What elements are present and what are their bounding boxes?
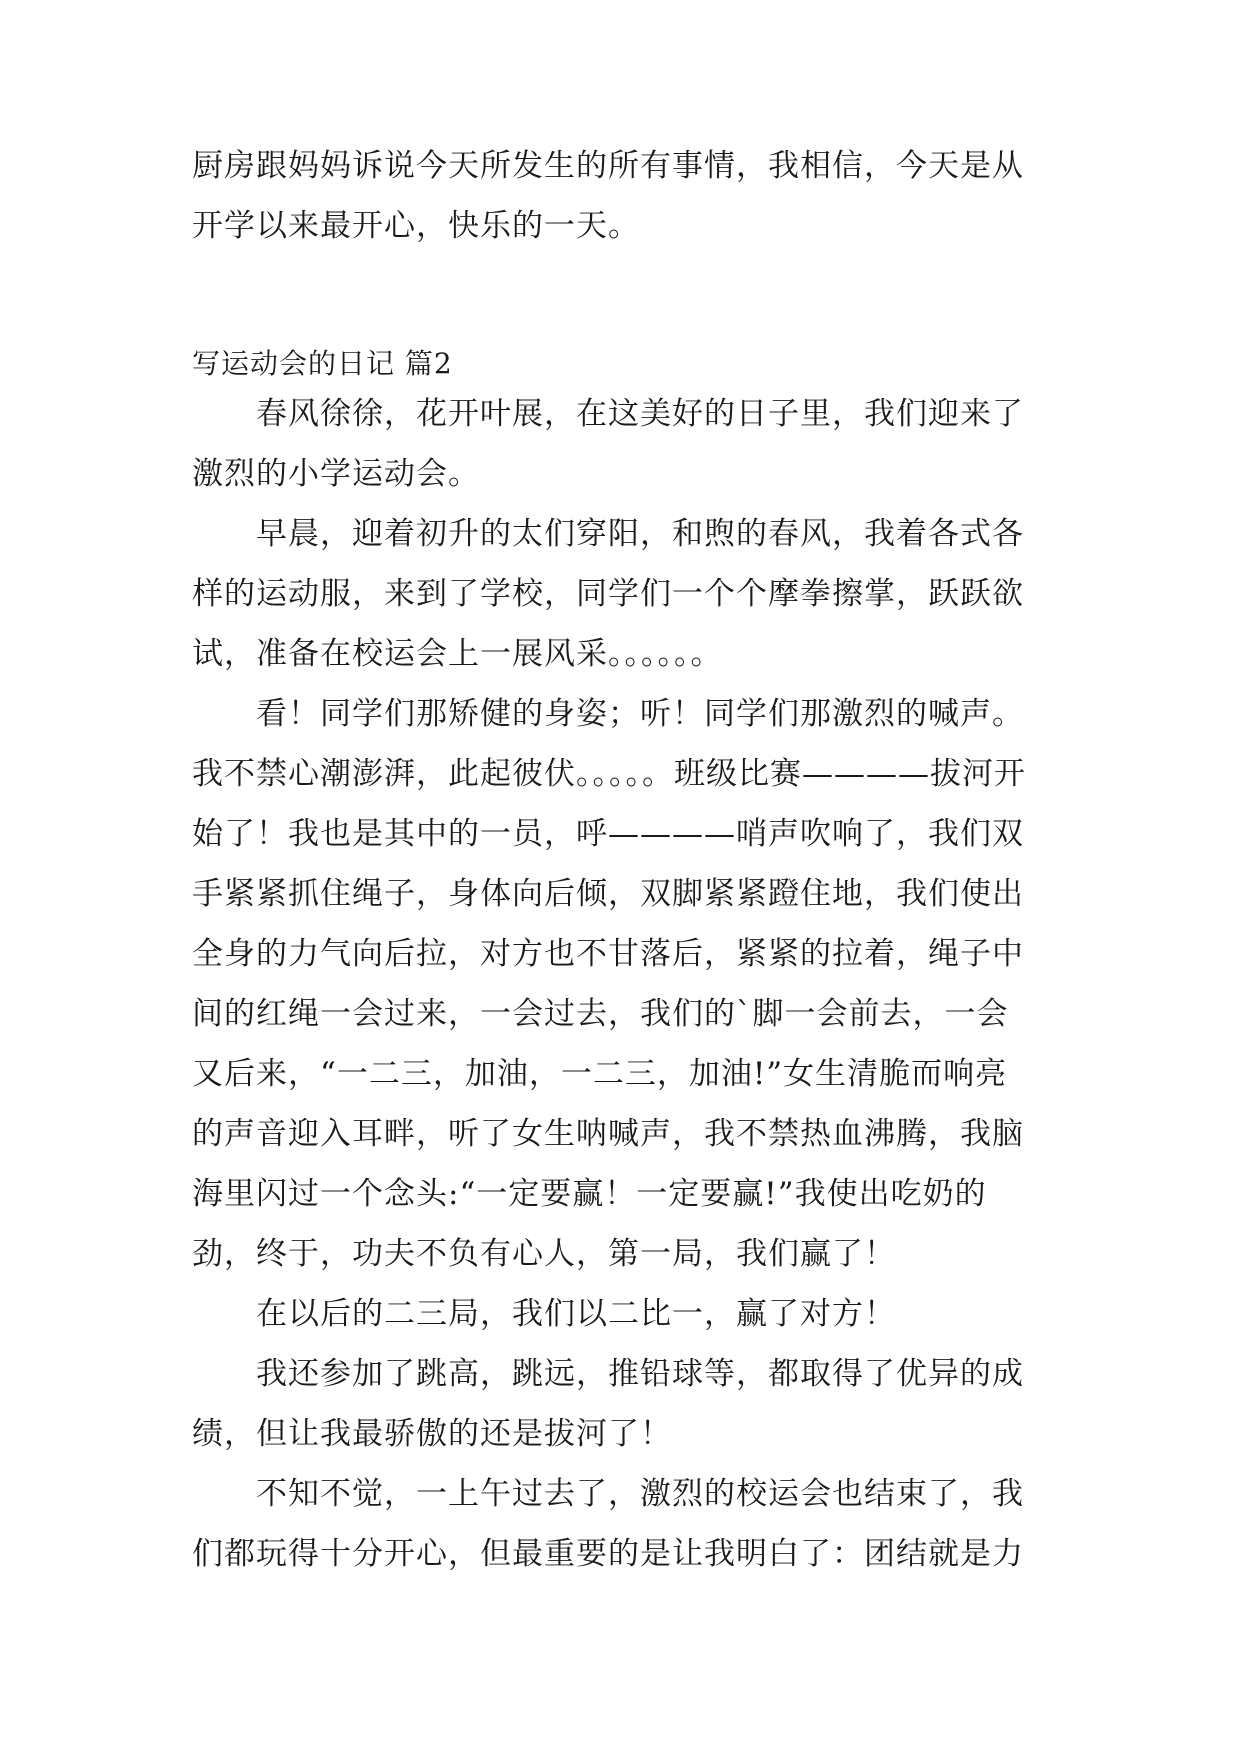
paragraph-4-line-1: 在以后的二三局，我们以二比一，赢了对方！ xyxy=(256,1296,896,1332)
intro-line-1: 厨房跟妈妈诉说今天所发生的所有事情，我相信，今天是从 xyxy=(192,148,1024,184)
paragraph-5-line-2: 绩，但让我最骄傲的还是拔河了！ xyxy=(192,1416,672,1452)
paragraph-2-line-2: 样的运动服，来到了学校，同学们一个个摩拳擦掌，跃跃欲 xyxy=(192,576,1024,612)
section-title: 写运动会的日记 篇2 xyxy=(192,347,453,380)
paragraph-2-line-1: 早晨，迎着初升的太们穿阳，和煦的春风，我着各式各 xyxy=(256,516,1024,552)
paragraph-3-line-5: 全身的力气向后拉，对方也不甘落后，紧紧的拉着，绳子中 xyxy=(192,936,1024,972)
paragraph-3-line-1: 看！同学们那矫健的身姿；听！同学们那激烈的喊声。 xyxy=(256,696,1024,732)
paragraph-3-line-7: 又后来，“一二三，加油，一二三，加油!”女生清脆而响亮 xyxy=(192,1056,1008,1092)
paragraph-3-line-4: 手紧紧抓住绳子，身体向后倾，双脚紧紧蹬住地，我们使出 xyxy=(192,876,1024,912)
paragraph-1-line-2: 激烈的小学运动会。 xyxy=(192,456,480,492)
paragraph-6-line-2: 们都玩得十分开心，但最重要的是让我明白了：团结就是力 xyxy=(192,1536,1024,1572)
paragraph-5-line-1: 我还参加了跳高，跳远，推铅球等，都取得了优异的成 xyxy=(256,1356,1024,1392)
paragraph-3-line-2: 我不禁心潮澎湃，此起彼伏。。。。。班级比赛————拔河开 xyxy=(192,756,1026,792)
paragraph-1-line-1: 春风徐徐，花开叶展，在这美好的日子里，我们迎来了 xyxy=(256,396,1024,432)
paragraph-3-line-3: 始了！我也是其中的一员，呼————哨声吹响了，我们双 xyxy=(192,816,1024,852)
intro-line-2: 开学以来最开心，快乐的一天。 xyxy=(192,208,640,244)
paragraph-3-line-6: 间的红绳一会过来，一会过去，我们的`脚一会前去，一会 xyxy=(192,996,1009,1032)
paragraph-3-line-10: 劲，终于，功夫不负有心人，第一局，我们赢了！ xyxy=(192,1236,896,1272)
paragraph-6-line-1: 不知不觉，一上午过去了，激烈的校运会也结束了，我 xyxy=(256,1476,1024,1512)
paragraph-2-line-3: 试，准备在校运会上一展风采。。。。。。 xyxy=(192,636,723,672)
paragraph-3-line-9: 海里闪过一个念头:“一定要赢！一定要赢!”我使出吃奶的 xyxy=(192,1176,987,1212)
paragraph-3-line-8: 的声音迎入耳畔，听了女生呐喊声，我不禁热血沸腾，我脑 xyxy=(192,1116,1024,1152)
